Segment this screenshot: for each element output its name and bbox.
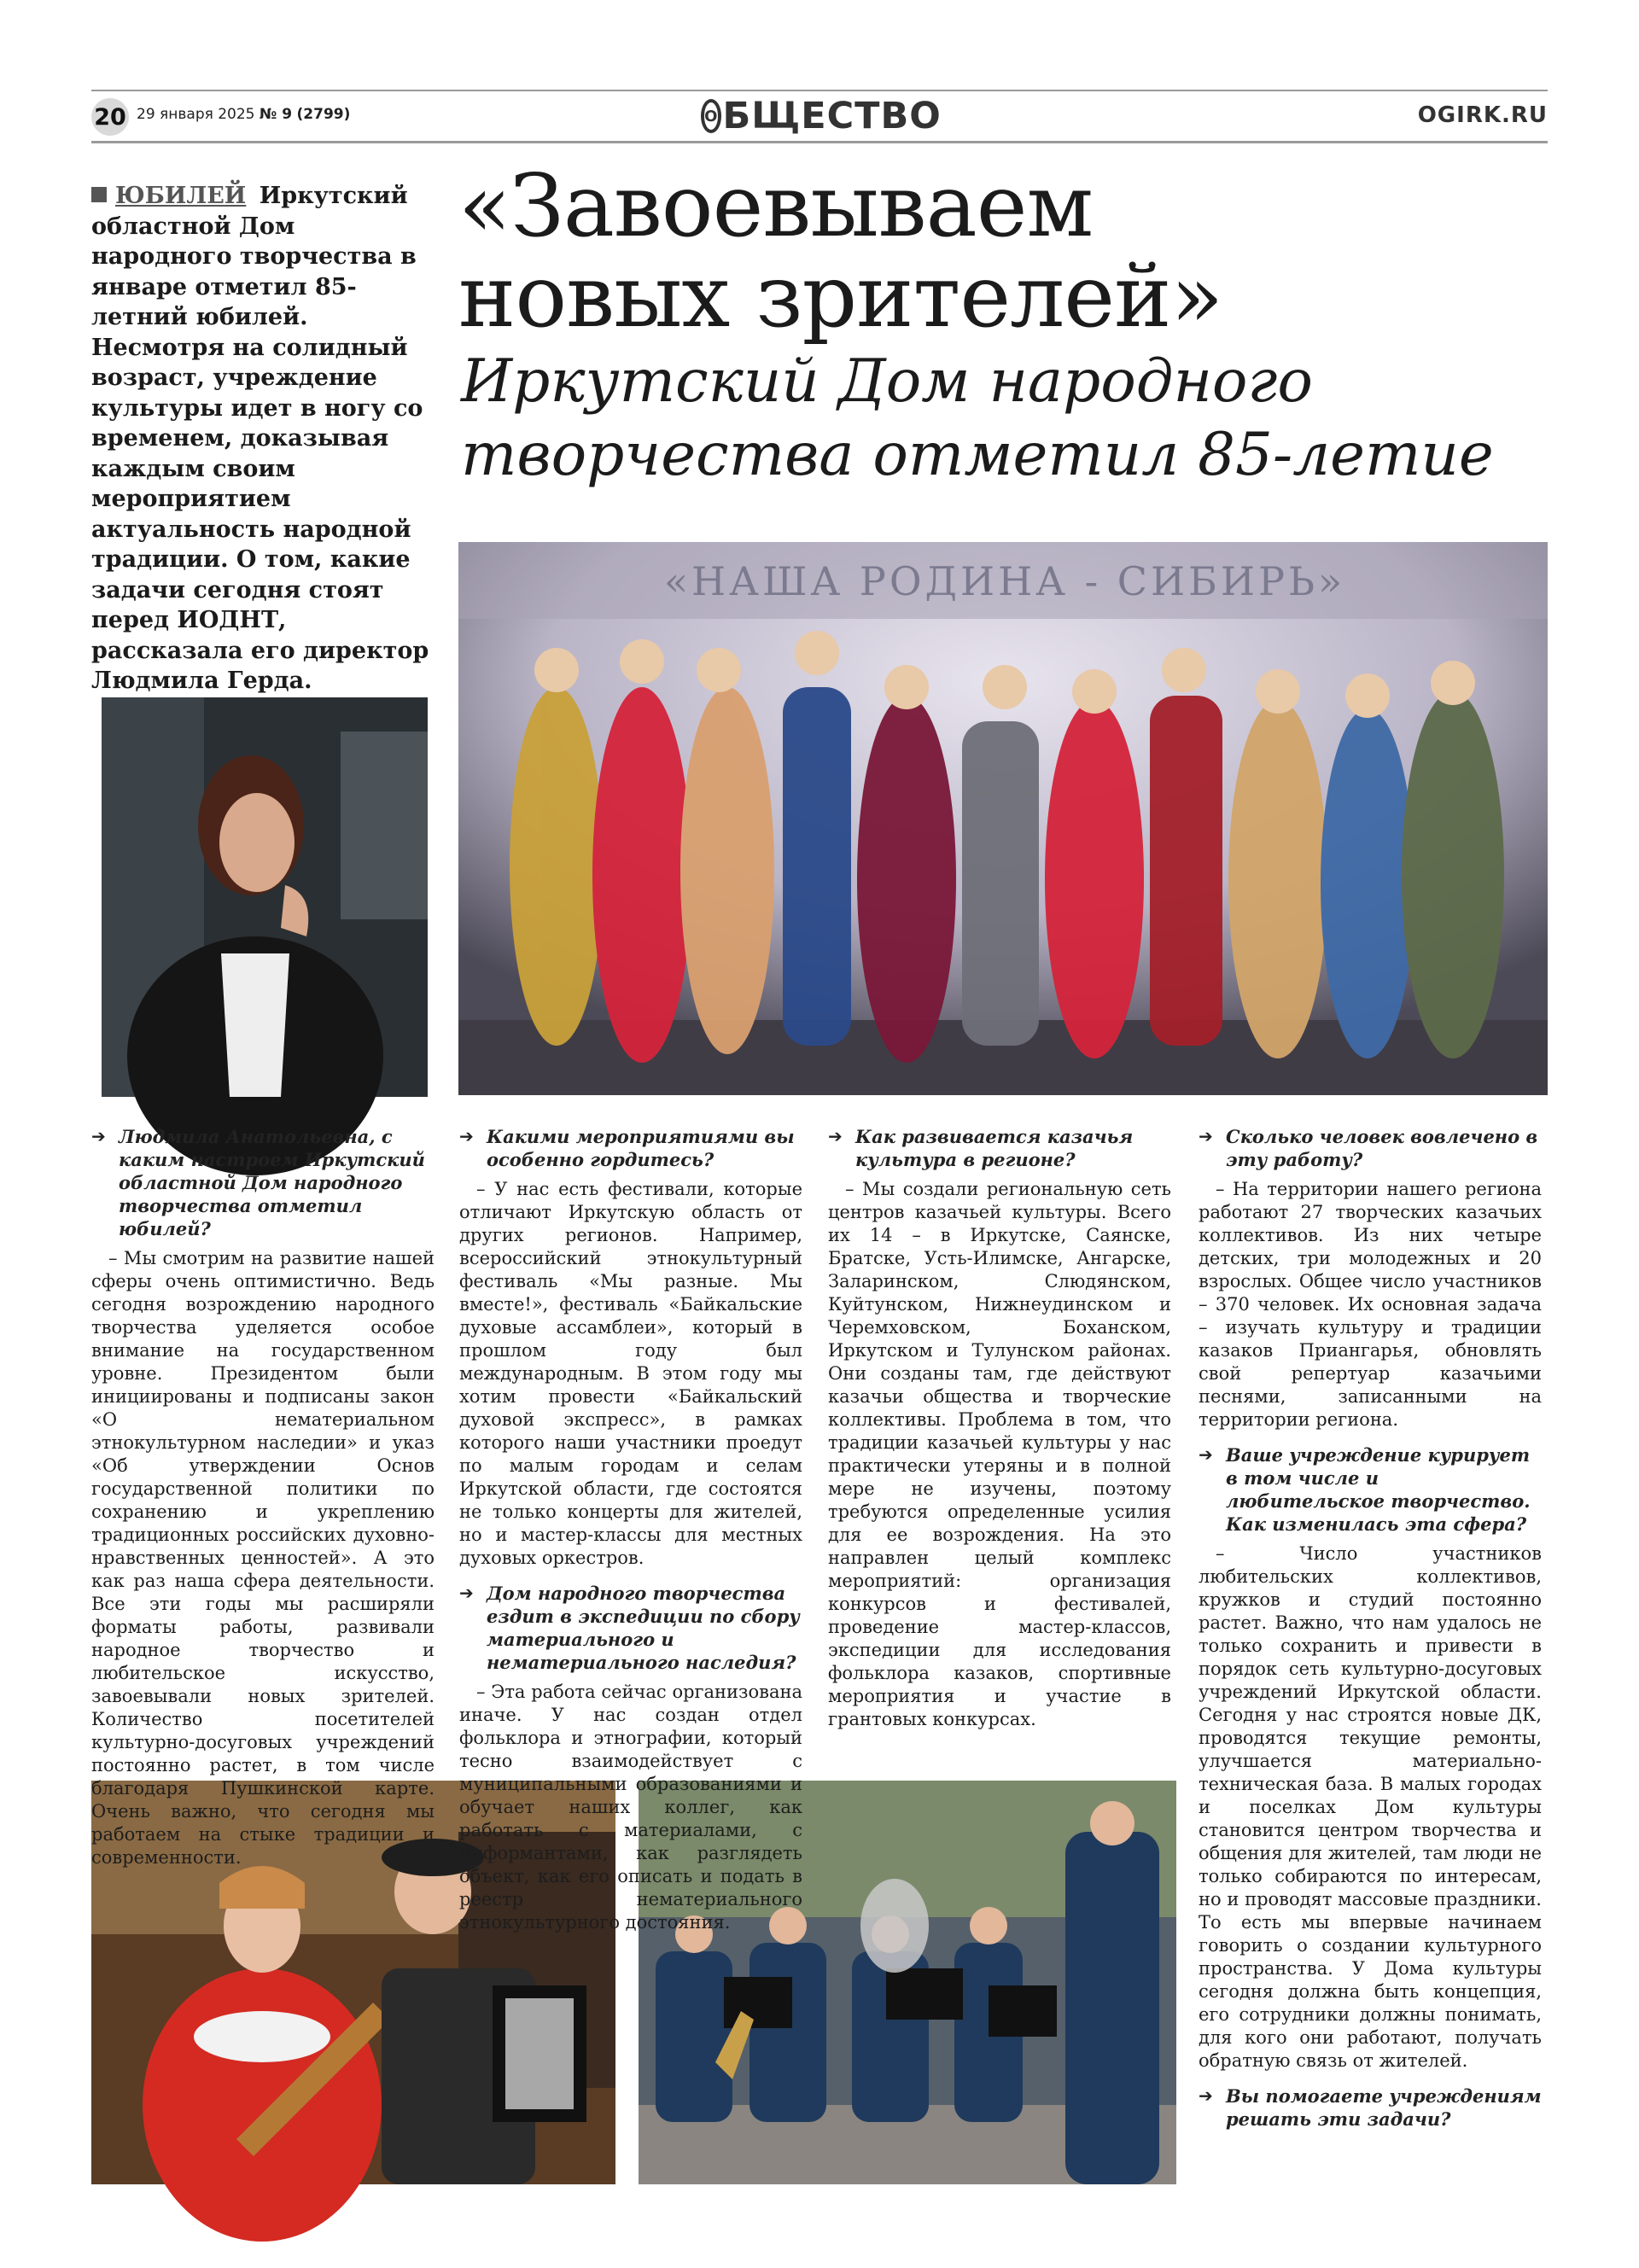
headline-line-1: «Завоевываем: [458, 155, 1094, 256]
headline-line-2: новых зрителей»: [458, 246, 1223, 347]
rubric-square-icon: [91, 187, 107, 202]
answer-3: – Эта работа сейчас организована иначе. У нас создан отдел фольклора и этнографии, который тесно взаимодействует с муниципальными образованиями и обучает наших коллег, как работать с материалами, с информантами, как разглядеть объект, как его описать и подать в реестр нематериального этнокультурного достояния.: [459, 1682, 802, 1933]
article-column-1: [91, 1125, 435, 1868]
section-title: [702, 92, 941, 140]
photo-folk-ensemble-graphic: [458, 542, 1548, 1095]
lead-text: Иркутский областной Дом народного творчества в январе отметил 85-летний юбилей. Несмотря на солидный возраст, учреждение культуры идет в ногу со временем, доказывая каждым своим мероприятием актуальность народной традиции. О том, какие задачи сегодня стоят перед ИОДНТ, рассказала его директор Людмила Герда.: [91, 183, 429, 694]
question-5: ➔ Сколько человек вовлечено в эту работу?: [1199, 1125, 1542, 1171]
subheadline: [461, 345, 1554, 492]
answer-5: – На территории нашего региона работают 27 творческих казачьих коллективов. Из них четыре детских, три молодежных и 20 взрослых. Общее число участников – 370 человек. Их основная задача – изучать культуру и традиции казаков Приангарья, обновлять свой репертуар казачьими песнями, записанными на территории региона.: [1199, 1179, 1542, 1430]
subheadline-line-2: творчества отметил 85-летие: [461, 421, 1494, 489]
header-bottom-rule: [91, 141, 1548, 143]
question-4: ➔ Как развивается казачья культура в регионе?: [828, 1125, 1171, 1171]
article-column-3: [828, 1125, 1171, 1774]
question-3: ➔ Дом народного творчества ездит в экспедиции по сбору материального и нематериального наследия?: [459, 1582, 802, 1674]
answer-6: – Число участников любительских коллективов, кружков и студий постоянно растет. Важно, что нам удалось не только сохранить и привести в порядок сеть культурно-досуговых учреждений Иркутской области. Сегодня у нас строятся новые ДК, проводятся текущие ремонты, улучшается материально-техническая база. В малых городах и поселках Дом культуры становится центром творчества и общения для жителей, там люди не только собираются по интересам, но и проводят массовые праздники. То есть мы впервые начинаем говорить о создании культурного пространства. У Дома культуры сегодня должна быть концепция, его сотрудники должны понимать, для кого они работают, получать обратную связь от жителей.: [1199, 1543, 1542, 2071]
issue-number: № 9: [259, 106, 293, 123]
answer-4: – Мы создали региональную сеть центров казачьей культуры. Всего их 14 – в Иркутске, Саянске, Братске, Усть-Илимске, Ангарске, Заларинском, Слюдянском, Куйтунском, Нижнеудинском и Черемховском, Боханском, Иркутском и Тулунском районах. Они созданы там, где действуют казачьи общества и творческие коллективы. Проблема в том, что традиции казачьей культуры у нас практически утеряны и в полной мере не изучены, поэтому требуются определенные усилия для ее возрождения. На это направлен целый комплекс мероприятий: организация конкурсов и фестивалей, проведение мастер-классов, экспедиции для исследования фольклора казаков, спортивные мероприятия и участие в грантовых конкурсах.: [828, 1179, 1171, 1729]
question-2: ➔ Какими мероприятиями вы особенно гордитесь?: [459, 1125, 802, 1171]
question-7: ➔ Вы помогаете учреждениям решать эти задачи?: [1199, 2084, 1542, 2131]
issue-date: 29 января 2025: [137, 106, 255, 123]
question-1: ➔ Людмила Анатольевна, с каким настроем Иркутский областной Дом народного творчества отметил юбилей?: [91, 1125, 435, 1240]
photo-director-portrait: [102, 697, 428, 1097]
site-url[interactable]: OGIRK.RU: [1417, 102, 1548, 128]
question-6: ➔ Ваше учреждение курирует в том числе и любительское творчество. Как изменилась эта сфера?: [1199, 1443, 1542, 1536]
issue-info: [137, 106, 350, 123]
page-number: 20: [91, 98, 129, 136]
stage-banner-text: «НАША РОДИНА - СИБИРЬ»: [663, 558, 1346, 604]
section-label: БЩЕСТВО: [722, 95, 942, 137]
logo-o-icon: О: [701, 99, 721, 133]
header-top-rule: [91, 90, 1548, 91]
lead-paragraph: [91, 181, 433, 697]
headline: [458, 155, 1551, 347]
photo-folk-ensemble: [458, 542, 1548, 1095]
photo-director-portrait-graphic: [102, 697, 428, 1097]
issue-total: (2799): [296, 106, 351, 123]
subheadline-line-1: Иркутский Дом народного: [461, 347, 1313, 416]
rubric-label: ЮБИЛЕЙ: [115, 183, 247, 209]
answer-2: – У нас есть фестивали, которые отличают Иркутскую область от других регионов. Например, всероссийский этнокультурный фестиваль «Мы разные. Мы вместе!», фестиваль «Байкальские духовые ассамблеи», который в прошлом году был международным. В этом году мы хотим провести «Байкальский духовой экспресс», в рамках которого наши участники проедут по малым городам и селам Иркутской области, где состоятся не только концерты для жителей, но и мастер-классы для местных духовых оркестров.: [459, 1179, 802, 1568]
article-column-4: [1199, 1125, 1542, 2192]
article-column-2: [459, 1125, 802, 1933]
answer-1: – Мы смотрим на развитие нашей сферы очень оптимистично. Ведь сегодня возрождению народного творчества уделяется особое внимание на государственном уровне. Президентом были инициированы и подписаны закон «О нематериальном этнокультурном наследии» и указ «Об утверждении Основ государственной политики по сохранению и укреплению традиционных российских духовно-нравственных ценностей». А это как раз наша сфера деятельности. Все эти годы мы расширяли форматы работы, развивали народное творчество и любительское искусство, завоевывали новых зрителей. Количество посетителей культурно-досуговых учреждений постоянно растет, в том числе благодаря Пушкинской карте. Очень важно, что сегодня мы работаем на стыке традиции и современности.: [91, 1248, 435, 1868]
